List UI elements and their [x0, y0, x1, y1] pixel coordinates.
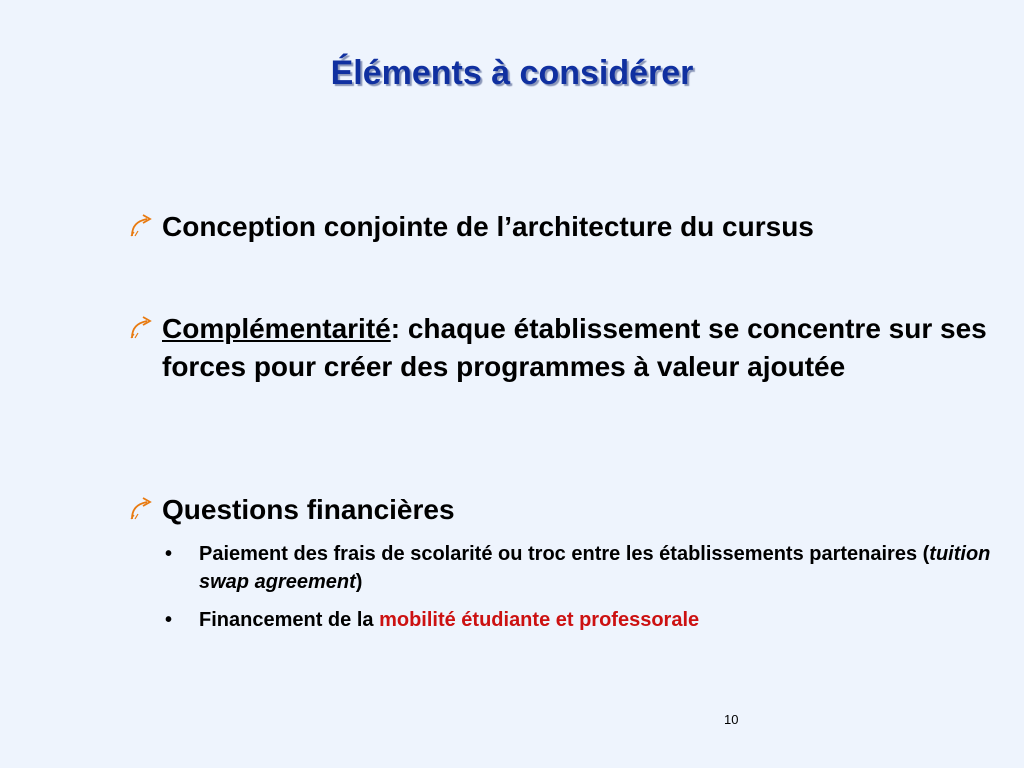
sub-bullet-paiement: [165, 540, 995, 596]
slide-title: Éléments à considérer: [330, 54, 694, 92]
sub-bullet-text-before: Paiement des frais de scolarité ou troc entre les établissements partenaires (: [199, 543, 930, 565]
curved-arrow-icon: [128, 212, 154, 238]
bullet-text: Questions financières: [162, 494, 455, 525]
sub-bullet-italic: tuition swap agreement: [199, 543, 991, 593]
sub-bullet-text: [199, 540, 995, 596]
bullet-complementarite: [128, 310, 988, 386]
sub-bullet-text: [199, 606, 995, 634]
sub-bullet-highlight: mobilité étudiante et professorale: [379, 609, 700, 631]
page-number: 10: [724, 712, 739, 727]
sub-bullet-text-after: ): [355, 571, 363, 593]
bullet-text: Conception conjointe de l’architecture du cursus: [162, 211, 814, 242]
sub-bullet-financement: [165, 606, 995, 634]
sub-bullet-text-before: Financement de la: [199, 609, 380, 631]
bullet-dot: •: [165, 609, 173, 631]
bullet-text-rest: : chaque établissement se concentre sur ses forces pour créer des programmes à valeur ajoutée: [162, 313, 987, 382]
bullet-dot: •: [165, 543, 173, 565]
bullet-conception: [128, 208, 988, 246]
curved-arrow-icon: [128, 314, 154, 340]
bullet-questions-financieres: [128, 491, 988, 529]
bullet-text: [162, 310, 988, 386]
curved-arrow-icon: [128, 495, 154, 521]
underlined-term: Complémentarité: [162, 313, 391, 344]
